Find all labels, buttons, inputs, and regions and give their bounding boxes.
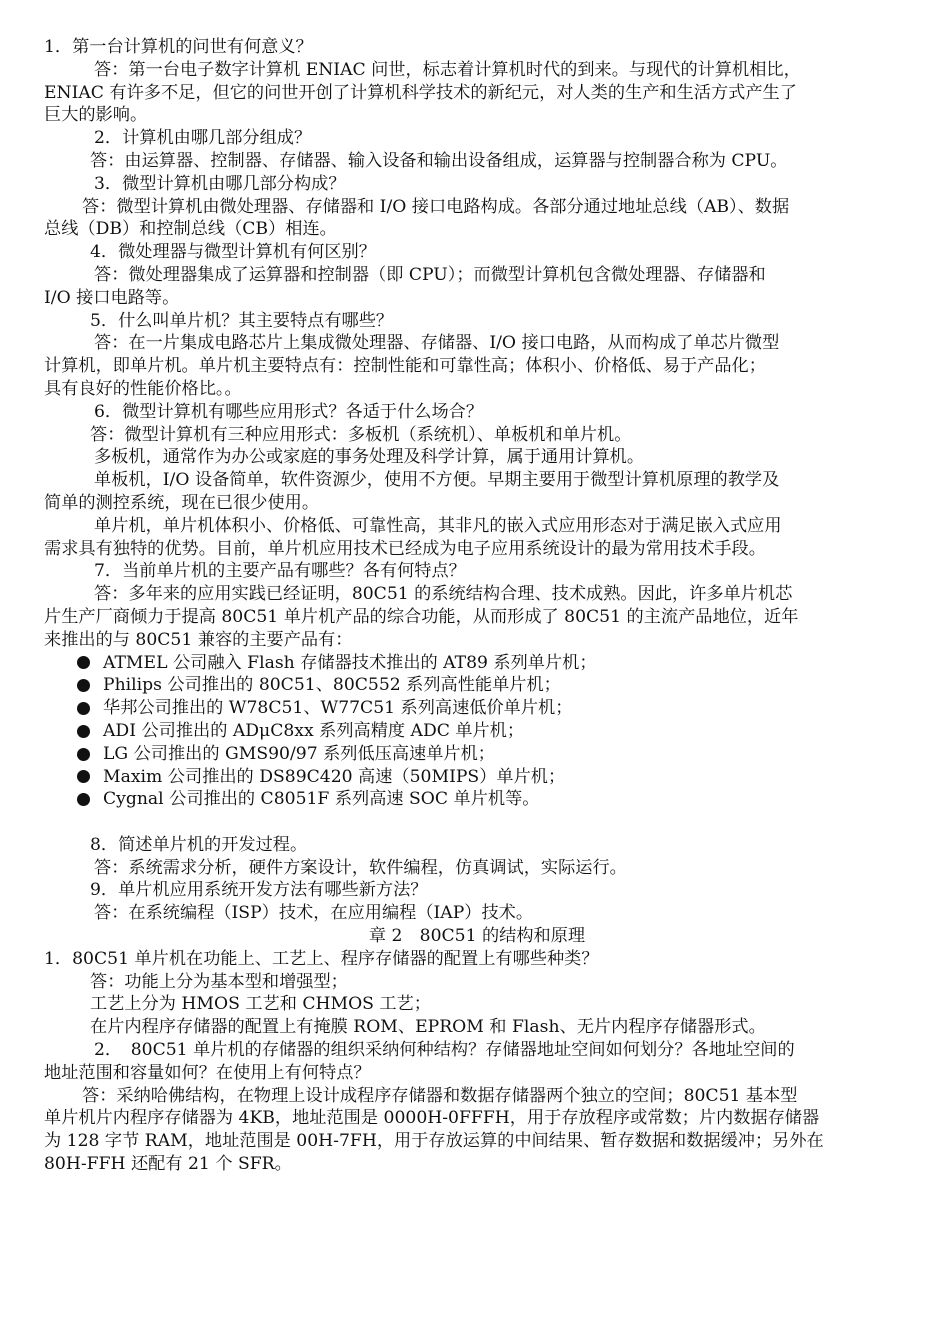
text-line: 工艺上分为 HMOS 工艺和 CHMOS 工艺； — [90, 994, 431, 1015]
text-line: 9．单片机应用系统开发方法有哪些新方法？ — [90, 880, 428, 901]
bullet-item — [44, 788, 910, 811]
text-line: 答：微型计算机由微处理器、存储器和 I/O 接口电路构成。各部分通过地址总线（AB）、数据 — [82, 196, 790, 217]
text-line: 计算机，即单片机。单片机主要特点有：控制性能和可靠性高；体积小、价格低、易于产品化； — [44, 356, 766, 377]
text-line: 多板机，通常作为办公或家庭的事务处理及科学计算，属于通用计算机。 — [94, 447, 645, 468]
text-line: 需求具有独特的优势。目前，单片机应用技术已经成为电子应用系统设计的最为常用技术手段。 — [44, 538, 766, 559]
section-chapter-2 — [44, 834, 910, 1176]
document-page — [44, 36, 910, 1176]
text-line: 具有良好的性能价格比。。 — [44, 378, 242, 399]
bullet-text: Maxim 公司推出的 DS89C420 高速（50MIPS）单片机； — [103, 766, 566, 787]
bullet-text: Philips 公司推出的 80C51、80C552 系列高性能单片机； — [103, 675, 561, 696]
text-line: 答：由运算器、控制器、存储器、输入设备和输出设备组成，运算器与控制器合称为 CPU。 — [90, 150, 788, 171]
text-line: 地址范围和容量如何？在使用上有何特点？ — [44, 1062, 371, 1083]
bullet-item — [44, 697, 910, 720]
text-line: 答：功能上分为基本型和增强型； — [90, 971, 348, 992]
bullet-dot-icon — [77, 702, 90, 715]
text-line: 简单的测控系统，现在已很少使用。 — [44, 492, 320, 513]
text-line: 2． 80C51 单片机的存储器的组织采纳何种结构？存储器地址空间如何划分？各地址空间的 — [94, 1040, 795, 1061]
text-line: 来推出的与 80C51 兼容的主要产品有： — [44, 629, 353, 650]
text-line: 总线（DB）和控制总线（CB）相连。 — [44, 219, 337, 240]
text-line: ENIAC 有许多不足，但它的问世开创了计算机科学技术的新纪元，对人类的生产和生活方式产生了 — [44, 82, 797, 103]
text-line: 答：微处理器集成了运算器和控制器（即 CPU）；而微型计算机包含微处理器、存储器和 — [94, 264, 766, 285]
text-line: 单片机，单片机体积小、价格低、可靠性高，其非凡的嵌入式应用形态对于满足嵌入式应用 — [94, 515, 782, 536]
text-line: I/O 接口电路等。 — [44, 287, 180, 308]
text-line: 3．微型计算机由哪几部分构成？ — [94, 173, 346, 194]
text-line: 7．当前单片机的主要产品有哪些？各有何特点？ — [94, 561, 466, 582]
bullet-item — [44, 674, 910, 697]
text-line: 片生产厂商倾力于提高 80C51 单片机产品的综合功能，从而形成了 80C51 的主流产品地位，近年 — [44, 606, 799, 627]
bullet-item — [44, 766, 910, 789]
section-chapter-1 — [44, 36, 910, 652]
text-line: 为 128 字节 RAM，地址范围是 00H-7FH，用于存放运算的中间结果、暂存数据和数据缓冲；另外在 — [44, 1131, 824, 1152]
text-line: 答：在一片集成电路芯片上集成微处理器、存储器、I/O 接口电路，从而构成了单芯片微型 — [94, 333, 780, 354]
text-line: 答：第一台电子数字计算机 ENIAC 问世，标志着计算机时代的到来。与现代的计算机相比， — [94, 59, 801, 80]
bullet-item — [44, 652, 910, 675]
text-line: 答：系统需求分析，硬件方案设计，软件编程，仿真调试，实际运行。 — [94, 857, 627, 878]
bullet-text: ATMEL 公司融入 Flash 存储器技术推出的 AT89 系列单片机； — [103, 652, 597, 673]
text-line: 答：在系统编程（ISP）技术，在应用编程（IAP）技术。 — [94, 903, 534, 924]
text-line: 2．计算机由哪几部分组成？ — [94, 128, 312, 149]
bullet-dot-icon — [77, 656, 90, 669]
text-line: 答：采纳哈佛结构，在物理上设计成程序存储器和数据存储器两个独立的空间；80C51 基本型 — [82, 1085, 798, 1106]
bullet-text: ADI 公司推出的 ADμC8xx 系列高精度 ADC 单片机； — [103, 720, 525, 741]
bullet-text: Cygnal 公司推出的 C8051F 系列高速 SOC 单片机等。 — [103, 789, 540, 810]
text-line: 4．微处理器与微型计算机有何区别？ — [90, 242, 376, 263]
text-line: 在片内程序存储器的配置上有掩膜 ROM、EPROM 和 Flash、无片内程序存储器形式。 — [90, 1017, 766, 1038]
text-line: 章 2 80C51 的结构和原理 — [368, 926, 586, 947]
bullet-item — [44, 720, 910, 743]
bullet-text: 华邦公司推出的 W78C51、W77C51 系列高速低价单片机； — [103, 698, 573, 719]
bullet-dot-icon — [77, 748, 90, 761]
bullet-dot-icon — [77, 725, 90, 738]
bullet-text: LG 公司推出的 GMS90/97 系列低压高速单片机； — [103, 743, 495, 764]
bullet-item — [44, 743, 910, 766]
text-line: 巨大的影响。 — [44, 105, 148, 126]
text-line: 答：微型计算机有三种应用形式：多板机（系统机）、单板机和单片机。 — [90, 424, 632, 445]
text-line: 80H-FFH 还配有 21 个 SFR。 — [44, 1154, 292, 1175]
text-line: 单板机，I/O 设备简单，软件资源少，使用不方便。早期主要用于微型计算机原理的教学及 — [94, 470, 780, 491]
text-line: 5．什么叫单片机？其主要特点有哪些？ — [90, 310, 394, 331]
text-line: 1．第一台计算机的问世有何意义？ — [44, 37, 313, 57]
blank-line — [44, 811, 910, 834]
text-line: 1．80C51 单片机在功能上、工艺上、程序存储器的配置上有哪些种类？ — [44, 948, 599, 969]
text-line: 答：多年来的应用实践已经证明，80C51 的系统结构合理、技术成熟。因此，许多单片机芯 — [94, 584, 793, 605]
bullet-dot-icon — [77, 679, 90, 692]
bullet-dot-icon — [77, 770, 90, 783]
text-line: 8．简述单片机的开发过程。 — [90, 834, 308, 855]
text-line: 6．微型计算机有哪些应用形式？各适于什么场合？ — [94, 401, 484, 422]
product-bullet-list — [44, 652, 910, 812]
text-line: 单片机片内程序存储器为 4KB，地址范围是 0000H-0FFFH，用于存放程序或常数；片内数据存储器 — [44, 1108, 820, 1129]
bullet-dot-icon — [77, 793, 90, 806]
